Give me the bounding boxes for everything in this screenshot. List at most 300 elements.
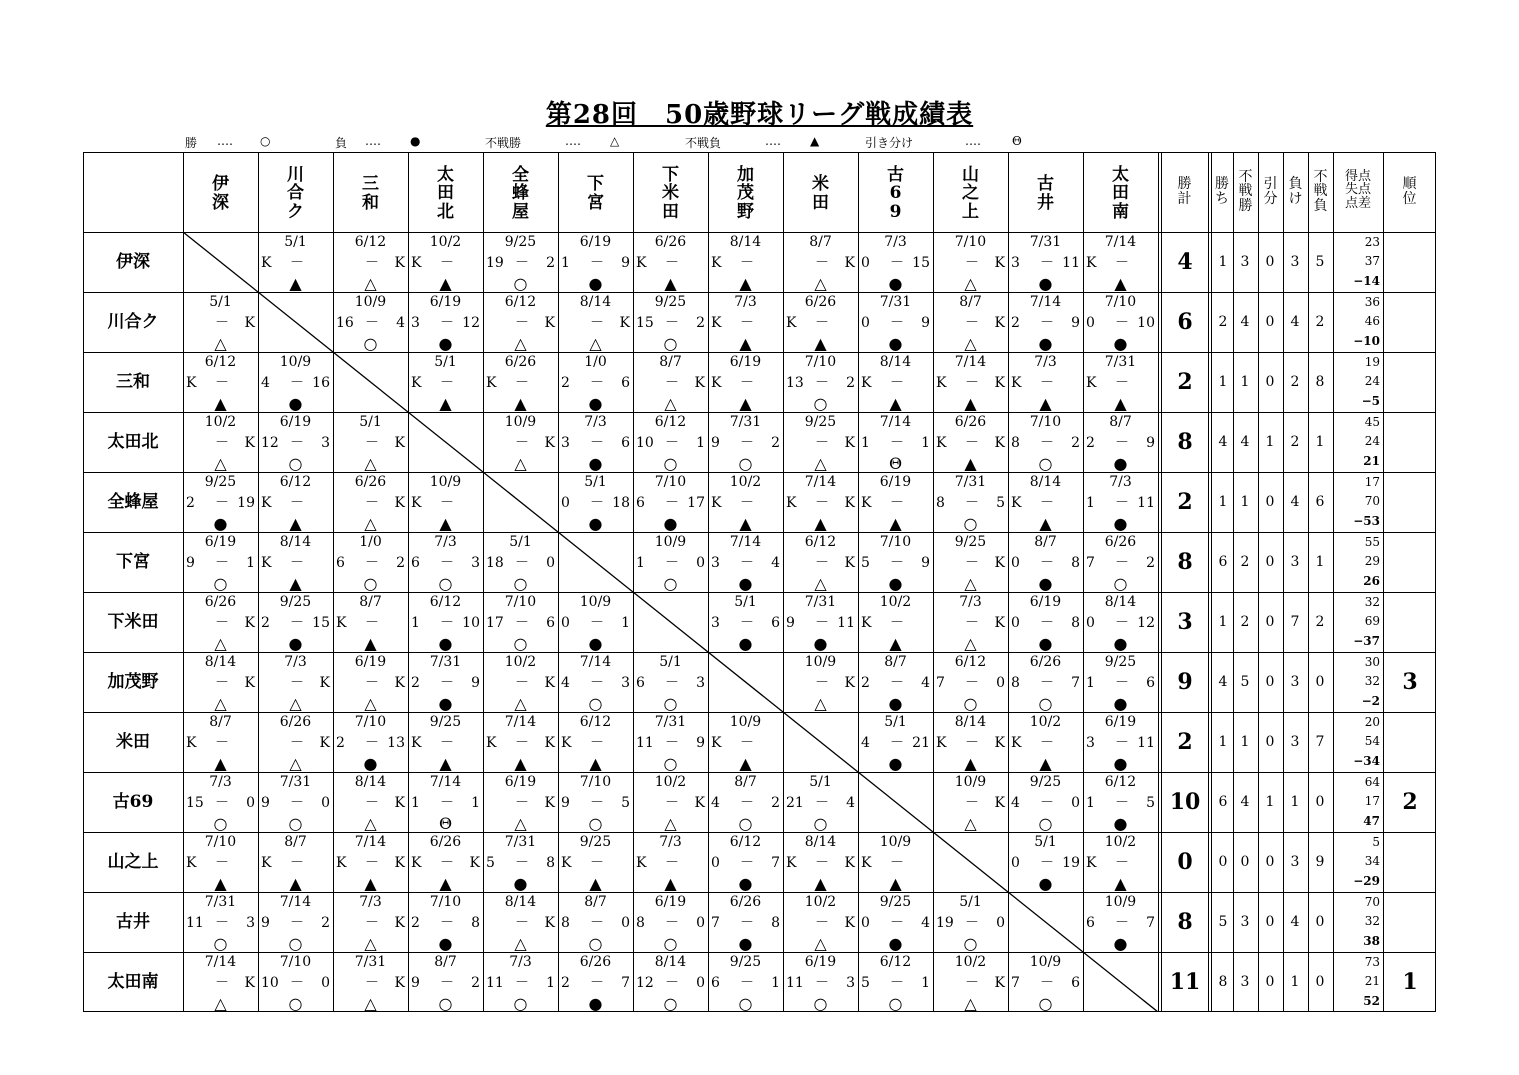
score-away: 0	[246, 795, 255, 811]
match-cell	[783, 292, 858, 352]
match-date: 7/14	[279, 894, 312, 910]
score-dash: －	[440, 915, 454, 931]
match-date: 7/3	[1109, 474, 1132, 490]
legend-label: 勝	[185, 136, 198, 150]
score-dash: －	[965, 555, 979, 571]
score-dash: －	[665, 735, 679, 751]
score-home: 1	[561, 255, 570, 271]
score-dash: －	[440, 975, 454, 991]
match-cell	[933, 652, 1008, 712]
match-cell	[483, 952, 558, 1012]
score-away: 3	[321, 435, 330, 451]
result-mark: ●	[888, 934, 903, 953]
match-date: 8/14	[354, 774, 387, 790]
match-date: 10/2	[654, 774, 687, 790]
result-mark: ●	[438, 634, 453, 653]
match-date: 7/3	[434, 534, 457, 550]
result-mark: △	[514, 334, 527, 353]
match-date: 6/12	[804, 534, 837, 550]
row-team-name: 山之上	[107, 852, 159, 872]
match-date: 5/1	[1034, 834, 1057, 850]
score-away: 4	[846, 795, 855, 811]
result-mark: ▲	[514, 754, 527, 773]
score-home: 19	[486, 255, 504, 271]
score-away: 1	[471, 795, 480, 811]
score-dash: －	[815, 915, 829, 931]
score-dash: －	[740, 975, 754, 991]
score-away: K	[844, 675, 855, 691]
match-date: 7/10	[879, 534, 912, 550]
result-mark: ▲	[439, 754, 452, 773]
score-dash: －	[965, 735, 979, 751]
score-away: 0	[546, 555, 555, 571]
score-home: K	[861, 855, 872, 871]
result-mark: ●	[438, 694, 453, 713]
rank: 1	[1402, 969, 1418, 995]
result-mark: ▲	[889, 634, 902, 653]
score-away: 8	[1071, 555, 1080, 571]
stat-floss: 9	[1315, 854, 1325, 870]
match-date: 9/25	[504, 234, 537, 250]
stat-fwin: 1	[1240, 494, 1250, 510]
score-dash: －	[1040, 375, 1054, 391]
score-away: 3	[696, 675, 705, 691]
result-mark: △	[514, 934, 527, 953]
score-away: 1	[546, 975, 555, 991]
result-mark: ▲	[439, 394, 452, 413]
score-away: K	[994, 735, 1005, 751]
column-header-team: 伊 深	[212, 174, 229, 213]
score-dash: －	[965, 795, 979, 811]
match-date: 10/2	[954, 954, 987, 970]
result-mark: ▲	[964, 754, 977, 773]
score-dash: －	[665, 855, 679, 871]
score-dash: －	[965, 915, 979, 931]
match-date: 5/1	[509, 534, 532, 550]
runs-allowed: 32	[1364, 674, 1380, 688]
result-mark: ○	[588, 694, 603, 713]
wins-total: 8	[1177, 429, 1193, 455]
match-cell	[408, 472, 483, 532]
score-home: 2	[336, 735, 345, 751]
match-cell	[333, 232, 408, 292]
score-dash: －	[515, 615, 529, 631]
score-home: 8	[936, 495, 945, 511]
score-away: K	[544, 915, 555, 931]
score-dash: －	[815, 555, 829, 571]
match-cell	[183, 652, 258, 712]
legend-symbol: △	[610, 134, 620, 148]
stat-win: 1	[1218, 494, 1228, 510]
legend-symbol: ○	[260, 134, 271, 148]
score-dash: －	[1115, 555, 1129, 571]
legend-symbol: Θ	[1012, 134, 1022, 148]
score-home: 0	[561, 615, 570, 631]
column-header-team: 山 之 上	[962, 164, 979, 222]
match-date: 6/26	[504, 354, 537, 370]
score-dash: －	[890, 855, 904, 871]
stat-win: 6	[1218, 794, 1228, 810]
match-cell	[1008, 472, 1083, 532]
run-differential: 38	[1363, 934, 1380, 948]
score-dash: －	[1115, 495, 1129, 511]
runs-allowed: 37	[1364, 254, 1380, 268]
result-mark: ▲	[739, 274, 752, 293]
score-dash: －	[1040, 735, 1054, 751]
score-away: 12	[462, 315, 480, 331]
stat-fwin: 1	[1240, 734, 1250, 750]
match-cell	[858, 352, 933, 412]
match-date: 10/9	[354, 294, 387, 310]
match-cell	[708, 412, 783, 472]
stat-fwin: 5	[1240, 674, 1250, 690]
score-away: 8	[471, 915, 480, 931]
match-cell	[633, 232, 708, 292]
score-dash: －	[1040, 495, 1054, 511]
row-team-name: 下米田	[107, 612, 159, 632]
result-mark: ●	[1113, 634, 1128, 653]
match-cell	[183, 412, 258, 472]
match-cell	[483, 292, 558, 352]
column-header-total: 勝 計	[1177, 176, 1192, 207]
rank	[1385, 292, 1435, 352]
score-away: 9	[696, 735, 705, 751]
match-cell	[858, 652, 933, 712]
result-mark: ▲	[889, 874, 902, 893]
match-cell	[183, 772, 258, 832]
match-cell	[708, 472, 783, 532]
result-mark: △	[664, 814, 677, 833]
score-dash: －	[515, 735, 529, 751]
score-home: K	[1086, 255, 1097, 271]
result-mark: △	[214, 634, 227, 653]
result-mark: ●	[1038, 634, 1053, 653]
result-mark: ○	[663, 334, 678, 353]
match-date: 7/10	[354, 714, 387, 730]
stat-loss: 4	[1290, 494, 1300, 510]
match-cell	[708, 952, 783, 1012]
score-dash: －	[815, 975, 829, 991]
score-away: 8	[1071, 615, 1080, 631]
score-dash: －	[815, 495, 829, 511]
match-date: 7/31	[429, 654, 462, 670]
result-mark: ●	[1038, 574, 1053, 593]
score-away: K	[994, 435, 1005, 451]
score-dash: －	[1115, 435, 1129, 451]
score-home: 13	[786, 375, 804, 391]
result-mark: ●	[1038, 334, 1053, 353]
score-dash: －	[1115, 255, 1129, 271]
score-home: K	[1011, 735, 1022, 751]
stat-loss: 3	[1290, 674, 1300, 690]
match-cell	[1083, 772, 1158, 832]
score-dash: －	[290, 675, 304, 691]
match-date: 7/3	[509, 954, 532, 970]
score-away: 2	[771, 435, 780, 451]
score-dash: －	[590, 735, 604, 751]
score-dash: －	[665, 915, 679, 931]
match-date: 10/9	[279, 354, 312, 370]
score-home: K	[636, 255, 647, 271]
runs-scored: 64	[1364, 775, 1380, 789]
runs-scored: 55	[1364, 535, 1380, 549]
result-mark: ○	[963, 514, 978, 533]
result-mark: ○	[963, 934, 978, 953]
match-cell	[933, 952, 1008, 1012]
score-home: 4	[561, 675, 570, 691]
result-mark: ●	[1038, 274, 1053, 293]
score-dash: －	[365, 315, 379, 331]
match-date: 7/10	[954, 234, 987, 250]
stat-floss: 0	[1315, 794, 1325, 810]
match-cell	[483, 532, 558, 592]
match-cell	[333, 292, 408, 352]
score-dash: －	[665, 795, 679, 811]
stat-draw: 0	[1265, 554, 1275, 570]
column-header-team: 太 田 南	[1112, 164, 1129, 222]
stat-fwin: 4	[1240, 314, 1250, 330]
score-dash: －	[890, 555, 904, 571]
stat-floss: 2	[1315, 614, 1325, 630]
match-cell	[933, 292, 1008, 352]
score-dash: －	[215, 675, 229, 691]
row-team-name: 太田南	[107, 972, 159, 992]
score-home: 2	[561, 975, 570, 991]
match-date: 6/12	[954, 654, 987, 670]
score-home: K	[261, 495, 272, 511]
match-date: 6/26	[804, 294, 837, 310]
result-mark: ▲	[214, 754, 227, 773]
match-cell	[333, 592, 408, 652]
score-dash: －	[590, 435, 604, 451]
result-mark: △	[814, 694, 827, 713]
match-cell	[558, 412, 633, 472]
score-away: K	[319, 675, 330, 691]
match-date: 6/26	[354, 474, 387, 490]
result-mark: △	[964, 814, 977, 833]
rank	[1385, 832, 1435, 892]
score-home: K	[336, 615, 347, 631]
match-date: 8/14	[804, 834, 837, 850]
score-home: K	[186, 735, 197, 751]
score-home: 0	[1011, 855, 1020, 871]
result-mark: ●	[1113, 454, 1128, 473]
score-dash: －	[440, 255, 454, 271]
match-date: 10/9	[1104, 894, 1137, 910]
score-away: 2	[546, 255, 555, 271]
match-cell	[933, 532, 1008, 592]
score-dash: －	[1040, 795, 1054, 811]
score-away: K	[544, 315, 555, 331]
match-cell	[558, 892, 633, 952]
result-mark: ▲	[364, 634, 377, 653]
match-cell	[708, 292, 783, 352]
runs-scored: 36	[1364, 295, 1380, 309]
result-mark: ▲	[589, 874, 602, 893]
result-mark: Θ	[438, 814, 453, 833]
score-dash: －	[665, 375, 679, 391]
score-dash: －	[740, 435, 754, 451]
match-date: 9/25	[579, 834, 612, 850]
match-cell	[333, 712, 408, 772]
score-home: 4	[1011, 795, 1020, 811]
score-home: K	[1086, 375, 1097, 391]
result-mark: ○	[1113, 574, 1128, 593]
score-home: 6	[636, 495, 645, 511]
result-mark: ●	[1113, 814, 1128, 833]
score-away: K	[244, 315, 255, 331]
match-date: 5/1	[809, 774, 832, 790]
match-date: 8/14	[654, 954, 687, 970]
match-date: 8/7	[884, 654, 907, 670]
row-team-name: 古井	[116, 912, 150, 932]
result-mark: ●	[1113, 754, 1128, 773]
match-cell	[1008, 292, 1083, 352]
score-dash: －	[440, 375, 454, 391]
score-home: 4	[861, 735, 870, 751]
match-date: 8/7	[659, 354, 682, 370]
score-home: 9	[561, 795, 570, 811]
score-dash: －	[290, 255, 304, 271]
score-home: 6	[411, 555, 420, 571]
score-home: 5	[486, 855, 495, 871]
legend-dots: ‥‥	[365, 134, 382, 148]
score-home: K	[261, 555, 272, 571]
column-header-team: 川 合 ク	[287, 164, 304, 222]
match-cell	[483, 892, 558, 952]
match-date: 6/12	[429, 594, 462, 610]
score-away: 2	[1071, 435, 1080, 451]
score-dash: －	[890, 495, 904, 511]
score-dash: －	[1115, 735, 1129, 751]
stat-fwin: 4	[1240, 794, 1250, 810]
result-mark: ●	[288, 394, 303, 413]
result-mark: △	[589, 334, 602, 353]
match-date: 9/25	[1029, 774, 1062, 790]
match-date: 7/31	[729, 414, 762, 430]
score-dash: －	[665, 675, 679, 691]
column-header-team: 下 宮	[587, 174, 604, 213]
match-date: 6/26	[729, 894, 762, 910]
score-dash: －	[515, 675, 529, 691]
result-mark: ●	[738, 574, 753, 593]
score-home: 3	[711, 555, 720, 571]
result-mark: △	[814, 574, 827, 593]
match-date: 6/26	[1104, 534, 1137, 550]
score-away: 7	[771, 855, 780, 871]
wins-total: 3	[1177, 609, 1193, 635]
match-date: 8/7	[809, 234, 832, 250]
score-home: 2	[1086, 435, 1095, 451]
score-away: 6	[621, 435, 630, 451]
match-date: 5/1	[884, 714, 907, 730]
score-away: K	[844, 255, 855, 271]
score-dash: －	[1115, 855, 1129, 871]
score-away: 8	[771, 915, 780, 931]
score-home: 1	[411, 795, 420, 811]
stat-floss: 6	[1315, 494, 1325, 510]
score-home: 15	[636, 315, 654, 331]
match-date: 6/26	[579, 954, 612, 970]
result-mark: ▲	[814, 514, 827, 533]
score-dash: －	[590, 675, 604, 691]
score-home: 0	[711, 855, 720, 871]
score-dash: －	[1115, 915, 1129, 931]
score-away: 2	[471, 975, 480, 991]
score-dash: －	[440, 855, 454, 871]
score-away: 19	[237, 495, 255, 511]
score-away: 0	[321, 975, 330, 991]
grid-line	[1158, 152, 1159, 1012]
match-cell	[783, 352, 858, 412]
runs-allowed: 32	[1364, 914, 1380, 928]
match-cell	[558, 232, 633, 292]
match-date: 6/19	[804, 954, 837, 970]
match-date: 10/9	[729, 714, 762, 730]
result-mark: ○	[213, 814, 228, 833]
score-home: 12	[636, 975, 654, 991]
score-dash: －	[365, 675, 379, 691]
result-mark: ▲	[214, 874, 227, 893]
score-home: K	[786, 315, 797, 331]
score-dash: －	[590, 855, 604, 871]
runs-scored: 5	[1372, 835, 1380, 849]
score-home: K	[786, 495, 797, 511]
column-header-floss: 不 戦 負	[1313, 168, 1328, 214]
match-date: 6/26	[1029, 654, 1062, 670]
score-dash: －	[290, 975, 304, 991]
match-date: 8/14	[204, 654, 237, 670]
match-cell	[408, 532, 483, 592]
result-mark: ○	[663, 694, 678, 713]
match-date: 7/31	[654, 714, 687, 730]
match-cell	[633, 892, 708, 952]
stat-floss: 0	[1315, 974, 1325, 990]
row-team-name: 米田	[116, 732, 150, 752]
match-date: 7/3	[959, 594, 982, 610]
column-header-team: 下 米 田	[662, 164, 679, 222]
result-mark: ○	[813, 994, 828, 1013]
score-dash: －	[1115, 375, 1129, 391]
result-mark: ▲	[289, 574, 302, 593]
result-mark: ●	[1113, 334, 1128, 353]
match-cell	[633, 412, 708, 472]
match-date: 5/1	[959, 894, 982, 910]
result-mark: ●	[588, 454, 603, 473]
result-mark: ○	[288, 994, 303, 1013]
score-home: 16	[336, 315, 354, 331]
stat-loss: 3	[1290, 554, 1300, 570]
match-date: 7/31	[354, 954, 387, 970]
match-cell	[933, 712, 1008, 772]
result-mark: △	[364, 994, 377, 1013]
stat-loss: 4	[1290, 314, 1300, 330]
result-mark: ●	[213, 514, 228, 533]
column-header-team: 加 茂 野	[737, 164, 754, 222]
score-home: 9	[261, 795, 270, 811]
result-mark: ○	[513, 994, 528, 1013]
match-cell	[708, 712, 783, 772]
score-away: 17	[687, 495, 705, 511]
match-date: 8/14	[879, 354, 912, 370]
grid-line	[1383, 152, 1384, 1012]
score-home: 11	[636, 735, 654, 751]
stat-draw: 0	[1265, 314, 1275, 330]
score-away: 12	[1137, 615, 1155, 631]
match-cell	[258, 592, 333, 652]
match-cell	[183, 952, 258, 1012]
match-cell	[483, 592, 558, 652]
